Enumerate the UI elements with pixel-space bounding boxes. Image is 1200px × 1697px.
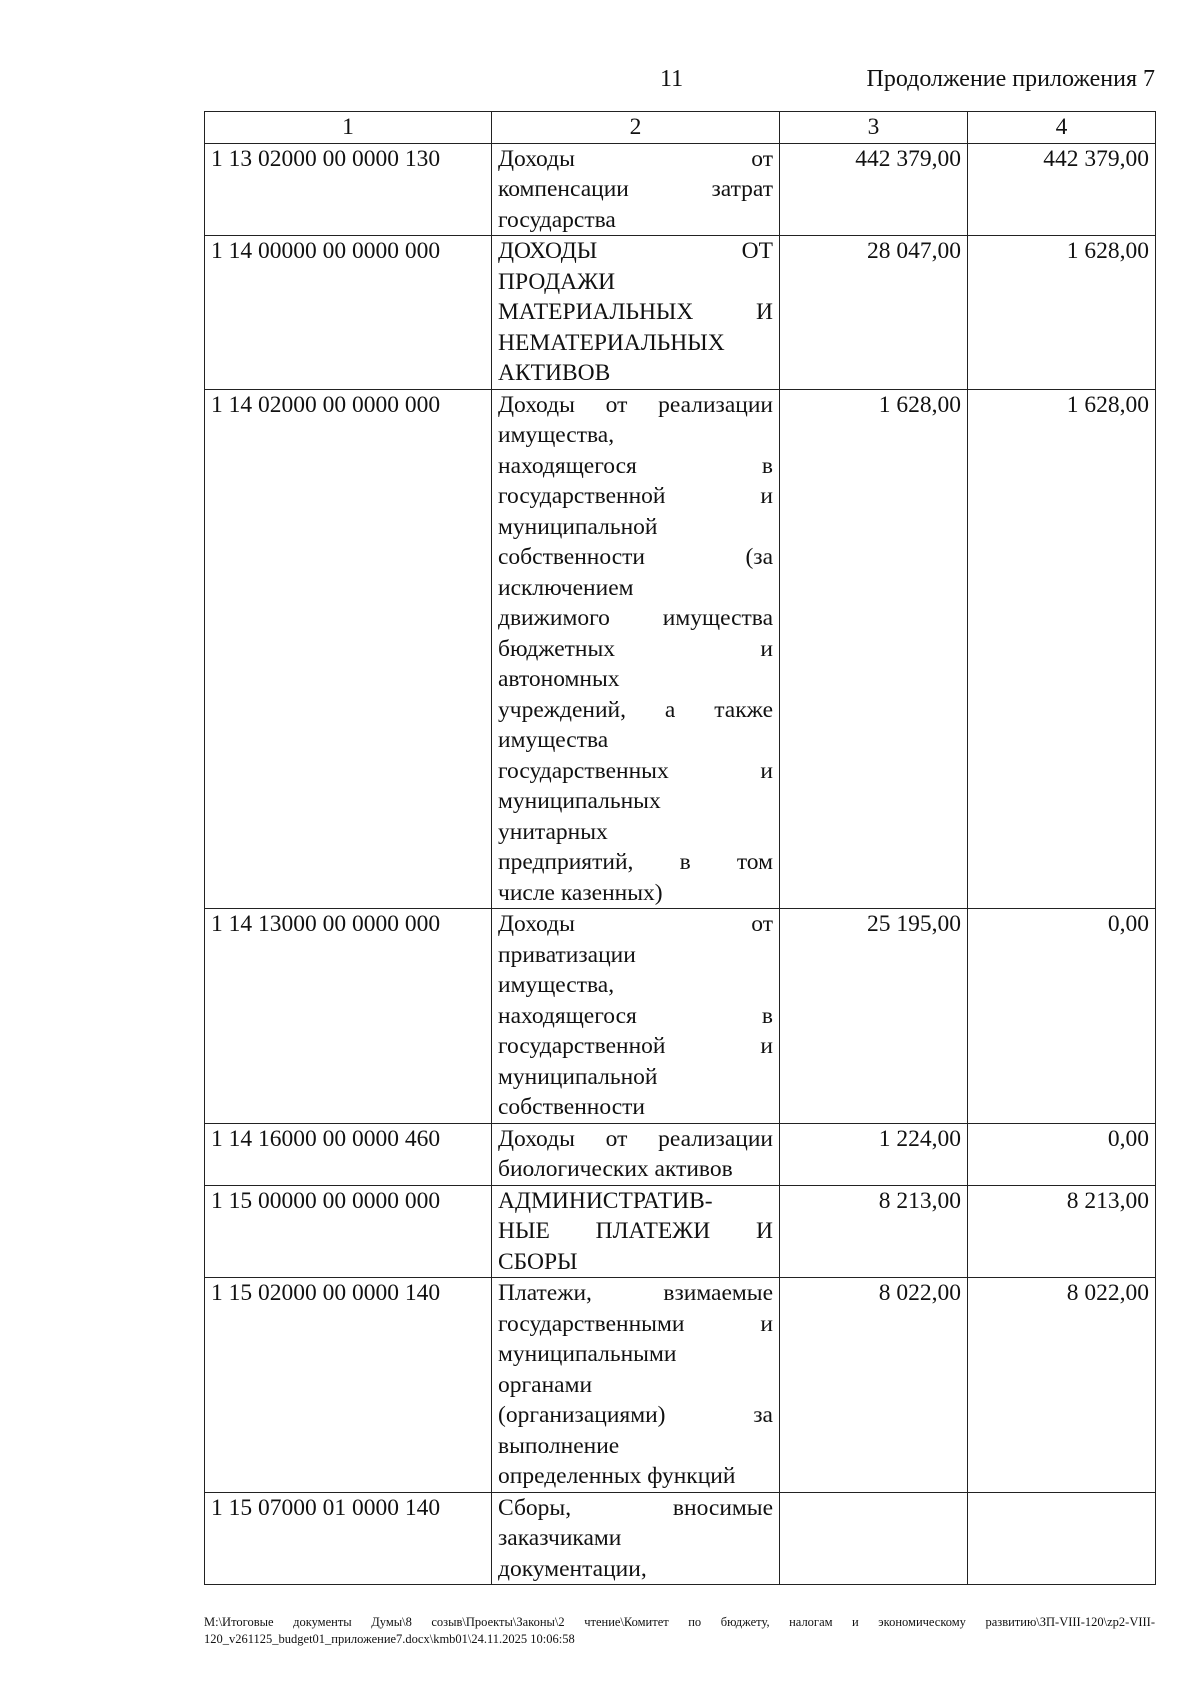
- amount-column-3-cell: 25 195,00: [780, 909, 968, 1124]
- amount-column-4-cell: 0,00: [968, 1123, 1156, 1185]
- revenue-name-line: государственной и: [498, 483, 773, 509]
- revenue-name-line: СБОРЫ: [498, 1248, 578, 1275]
- amount-column-4-cell: 442 379,00: [968, 143, 1156, 236]
- revenue-name-line: компенсации затрат: [498, 176, 773, 202]
- revenue-name-line: муниципальных: [498, 788, 661, 814]
- amount-column-3-cell: 28 047,00: [780, 236, 968, 390]
- amount-column-4-cell: 1 628,00: [968, 236, 1156, 390]
- amount-column-4-cell: 1 628,00: [968, 389, 1156, 909]
- revenue-name-line: муниципальной: [498, 1063, 658, 1090]
- revenue-name-line: выполнение: [498, 1432, 620, 1459]
- revenue-name-line: документации,: [498, 1555, 647, 1582]
- revenue-name-line: АДМИНИСТРАТИВ-: [498, 1187, 713, 1214]
- revenue-name-line: находящегося в: [498, 1002, 773, 1029]
- revenue-name-line: государственных и: [498, 757, 773, 784]
- revenue-name-cell: [492, 1492, 780, 1585]
- revenue-name-line: Доходы от реализации: [498, 391, 773, 418]
- revenue-name-line: находящегося в: [498, 452, 773, 479]
- column-number: 1: [205, 112, 492, 144]
- budget-code-cell: 1 14 02000 00 0000 000: [205, 389, 492, 909]
- revenue-name-line: Доходы от: [498, 911, 773, 937]
- revenue-table: [204, 111, 1156, 1585]
- revenue-name-line: Сборы, вносимые: [498, 1494, 773, 1521]
- column-number: 3: [780, 112, 968, 144]
- revenue-name-line: государственной и: [498, 1033, 773, 1059]
- revenue-name-line: органами: [498, 1371, 593, 1398]
- table-row: [205, 389, 1156, 909]
- revenue-name-line: НЕМАТЕРИАЛЬНЫХ: [498, 329, 725, 356]
- revenue-name-line: бюджетных и: [498, 635, 773, 662]
- page-number: 11: [660, 66, 684, 92]
- revenue-name-line: собственности: [498, 1094, 645, 1120]
- budget-code-cell: 1 14 00000 00 0000 000: [205, 236, 492, 390]
- budget-code-cell: 1 15 02000 00 0000 140: [205, 1278, 492, 1493]
- revenue-name-cell: [492, 909, 780, 1124]
- file-path-footer: M:\Итоговые документы Думы\8 созыв\Проекты\Законы\2 чтение\Комитет по бюджету, налогам и экономическому развитию\ЗП-VIII-120\zp2-VIII-120_v261125_budget01_приложение7.docx\kmb01\24.11.2025 10:06:58: [204, 1615, 1155, 1646]
- table-row: [205, 1123, 1156, 1185]
- revenue-name-line: движимого имущества: [498, 605, 773, 631]
- revenue-name-line: определенных функций: [498, 1463, 736, 1489]
- revenue-name-line: числе казенных): [498, 879, 663, 906]
- amount-column-4-cell: 0,00: [968, 909, 1156, 1124]
- budget-code-cell: 1 14 16000 00 0000 460: [205, 1123, 492, 1185]
- revenue-name-line: Платежи, взимаемые: [498, 1280, 773, 1306]
- amount-column-4-cell: 8 213,00: [968, 1185, 1156, 1278]
- revenue-name-cell: [492, 236, 780, 390]
- revenue-name-line: ДОХОДЫ ОТ: [498, 238, 773, 264]
- revenue-name-line: имущества,: [498, 422, 615, 448]
- budget-code-cell: 1 13 02000 00 0000 130: [205, 143, 492, 236]
- revenue-name-line: НЫЕ ПЛАТЕЖИ И: [498, 1218, 773, 1244]
- amount-column-3-cell: [780, 1492, 968, 1585]
- revenue-name-line: муниципальной: [498, 513, 658, 540]
- revenue-name-line: имущества: [498, 727, 609, 753]
- amount-column-3-cell: 8 022,00: [780, 1278, 968, 1493]
- continuation-heading: Продолжение приложения 7: [866, 66, 1155, 92]
- revenue-name-cell: [492, 143, 780, 236]
- revenue-name-line: Доходы от: [498, 145, 773, 172]
- revenue-name-cell: [492, 1123, 780, 1185]
- revenue-name-line: заказчиками: [498, 1525, 622, 1551]
- budget-code-cell: 1 14 13000 00 0000 000: [205, 909, 492, 1124]
- table-row: [205, 1492, 1156, 1585]
- revenue-name-line: собственности (за: [498, 544, 773, 570]
- table-row: [205, 1278, 1156, 1493]
- amount-column-3-cell: 442 379,00: [780, 143, 968, 236]
- revenue-name-line: МАТЕРИАЛЬНЫХ И: [498, 299, 773, 325]
- revenue-name-line: (организациями) за: [498, 1402, 773, 1428]
- amount-column-3-cell: 1 224,00: [780, 1123, 968, 1185]
- revenue-name-line: Доходы от реализации: [498, 1125, 773, 1152]
- column-number-row: [205, 112, 1156, 144]
- table-row: [205, 143, 1156, 236]
- revenue-name-line: исключением: [498, 574, 634, 601]
- revenue-name-cell: [492, 1185, 780, 1278]
- revenue-name-line: муниципальными: [498, 1341, 677, 1367]
- revenue-name-line: государства: [498, 206, 616, 233]
- amount-column-4-cell: [968, 1492, 1156, 1585]
- revenue-name-line: учреждений, а также: [498, 696, 773, 723]
- revenue-name-line: ПРОДАЖИ: [498, 268, 616, 295]
- amount-column-3-cell: 1 628,00: [780, 389, 968, 909]
- revenue-name-line: предприятий, в том: [498, 849, 773, 875]
- revenue-name-line: унитарных: [498, 818, 608, 845]
- revenue-name-line: приватизации: [498, 941, 636, 968]
- table-row: [205, 236, 1156, 390]
- amount-column-3-cell: 8 213,00: [780, 1185, 968, 1278]
- revenue-name-line: автономных: [498, 666, 620, 692]
- revenue-name-line: государственными и: [498, 1310, 773, 1337]
- revenue-name-line: имущества,: [498, 972, 615, 998]
- revenue-name-line: АКТИВОВ: [498, 360, 611, 386]
- revenue-name-cell: [492, 1278, 780, 1493]
- budget-code-cell: 1 15 07000 01 0000 140: [205, 1492, 492, 1585]
- column-number: 4: [968, 112, 1156, 144]
- amount-column-4-cell: 8 022,00: [968, 1278, 1156, 1493]
- revenue-name-cell: [492, 389, 780, 909]
- table-row: [205, 1185, 1156, 1278]
- column-number: 2: [492, 112, 780, 144]
- revenue-name-line: биологических активов: [498, 1156, 733, 1182]
- budget-code-cell: 1 15 00000 00 0000 000: [205, 1185, 492, 1278]
- table-row: [205, 909, 1156, 1124]
